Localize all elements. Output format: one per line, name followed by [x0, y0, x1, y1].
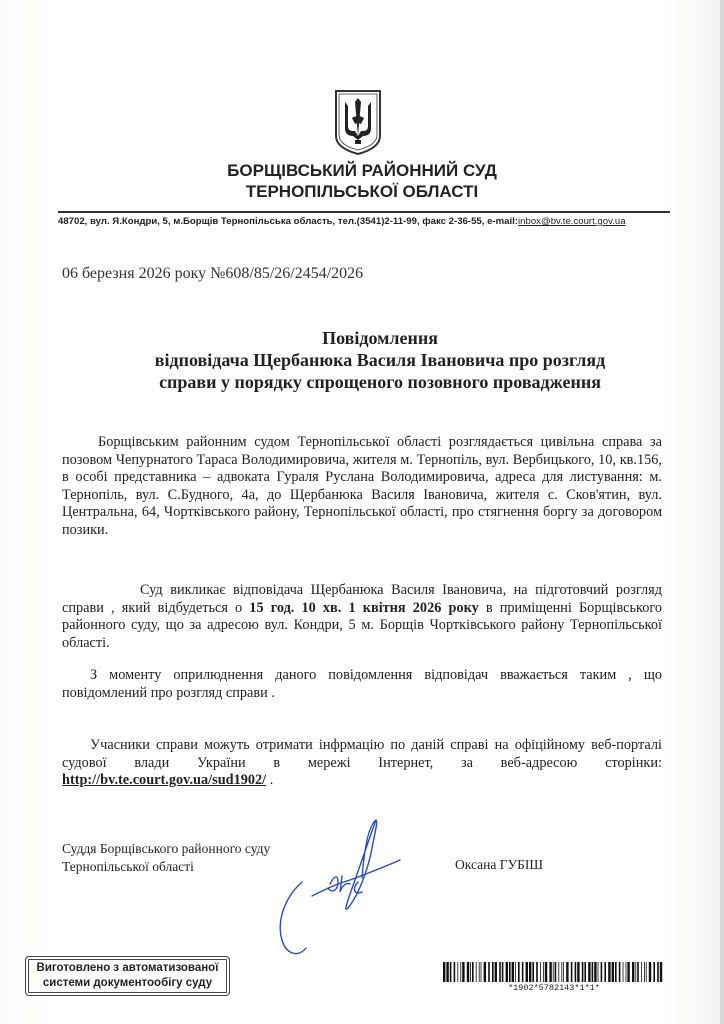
web-info-text: Учасники справи можуть отримати інфрмацію по даній справі на офіційному веб-порталі судової влади України в мережі Інтернет, за веб-адресою сторінки:	[62, 737, 662, 771]
judge-position-line2: Тернопільської області	[62, 859, 194, 874]
barcode-number: *1902*5782143*1*1*	[508, 983, 600, 993]
paragraph-hearing-summons	[62, 582, 662, 652]
paragraph-notification-notice: З моменту оприлюднення даного повідомлення відповідач вважається таким , що повідомлений про розгляд справи .	[62, 667, 662, 701]
paragraph-web-info	[62, 737, 662, 790]
paragraph-case-description: Борщівським районним судом Тернопільської області розглядається цивільна справа за позовом Чепурнатого Тараса Володимировича, жителя м. Тернопіль, вул. Вербицького, 10, кв.156, в особі представника – адвоката Гураля Руслана Володимировича, адреса для листування: м. Тернопіль, вул. С.Будного, 4а, до Щербанюка Василя Івановича, жителя с. Сков'ятин, вул. Центральна, 64, Чортківського району, Тернопільської області, про стягнення боргу за договором позики.	[62, 434, 662, 538]
summons-text-before: Суд викликає відповідача Щербанюка Василя Івановича, на підготовчий розгляд справи , який відбудеться о	[62, 582, 662, 616]
hearing-datetime: 15 год. 10 хв. 1 квітня 2026 року	[249, 599, 479, 616]
judge-position	[62, 840, 270, 876]
stamp-line1: Виготовлено з автоматизованої	[36, 962, 219, 974]
stamp-line2: системи документообігу суду	[42, 977, 213, 989]
header-divider	[58, 211, 670, 213]
court-name-line2: ТЕРНОПІЛЬСЬКОЇ ОБЛАСТІ	[245, 182, 479, 201]
summons-text-after: в приміщенні Борщівського районного суду, що за адресою вул. Кондри, 5 м. Борщів Чортківського району Тернопільської області.	[62, 599, 663, 651]
court-web-link[interactable]: http://bv.te.court.gov.ua/sud1902/	[62, 772, 267, 788]
page-edge	[720, 0, 724, 1024]
trident-emblem-icon	[333, 88, 383, 156]
court-address	[58, 216, 670, 227]
court-name-line1: БОРЩІВСЬКИЙ РАЙОННИЙ СУД	[227, 161, 497, 180]
date-number: 06 березня 2026 року №608/85/26/2454/2026	[62, 265, 364, 282]
handwritten-signature	[272, 812, 412, 962]
title-line2: відповідача Щербанюка Василя Івановича про розгляд	[154, 350, 606, 370]
judge-name: Оксана ГУБІШ	[455, 857, 543, 872]
system-stamp	[25, 956, 230, 996]
court-name	[0, 160, 724, 202]
document-title	[90, 327, 670, 393]
email-link[interactable]: inbox@bv.te.court.gov.ua	[518, 216, 626, 227]
judge-position-line1: Суддя Борщівського районного суду	[62, 841, 271, 856]
title-line3: справи у порядку спрощеного позовного провадження	[159, 372, 601, 392]
document-barcode	[443, 962, 665, 982]
address-text: 48702, вул. Я.Кондри, 5, м.Борщів Тернопільська область, тел.(3541)2-11-99, факс 2-36-55, e-mail:	[58, 216, 519, 227]
title-line1: Повідомлення	[322, 328, 438, 348]
web-info-end: .	[266, 772, 274, 788]
